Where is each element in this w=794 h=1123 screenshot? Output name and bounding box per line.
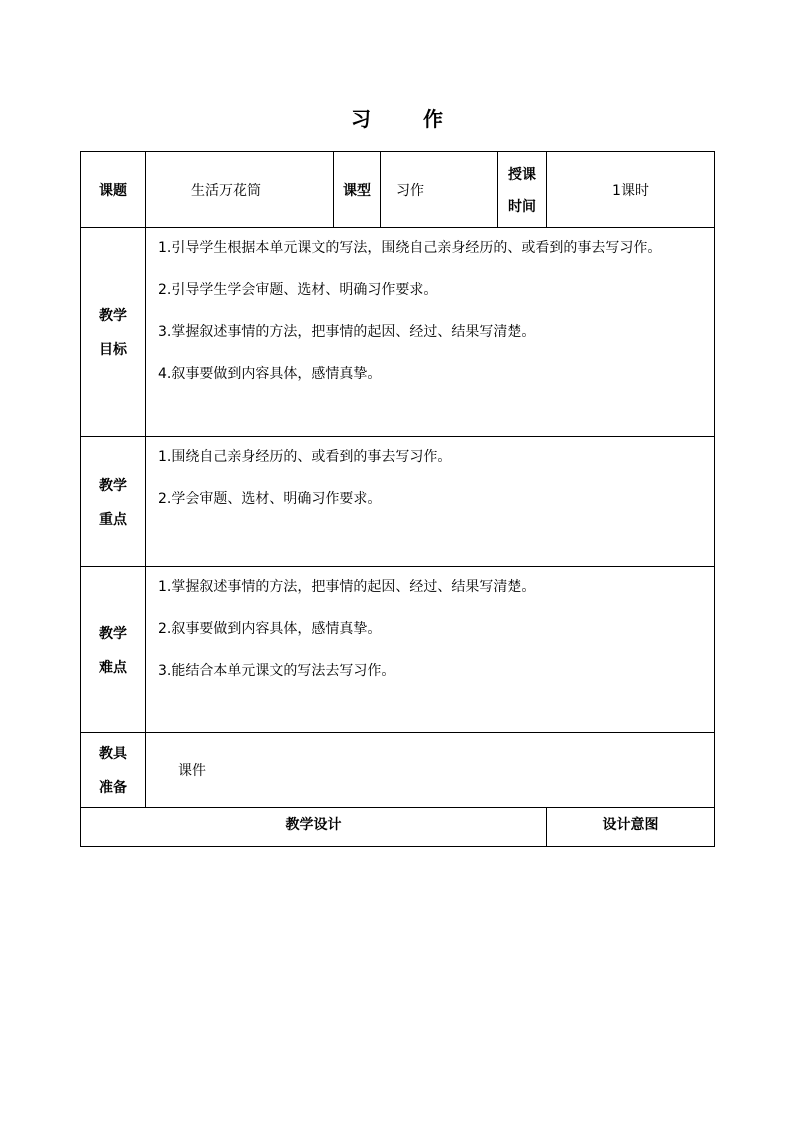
goals-content: [146, 228, 715, 437]
topic-value: 生活万花筒: [146, 152, 334, 228]
intent-label: 设计意图: [547, 808, 715, 847]
title-char-2: 作: [423, 107, 443, 131]
goals-row: [81, 228, 715, 437]
difficulties-label-line1: 教学: [99, 625, 127, 642]
type-value: 习作: [381, 152, 498, 228]
key-points-label: [81, 437, 146, 567]
lesson-plan-table: [80, 151, 715, 847]
title-char-1: 习: [351, 107, 371, 131]
goal-item: 1.引导学生根据本单元课文的写法，围绕自己亲身经历的、或看到的事去写习作。: [158, 240, 662, 256]
goals-label: [81, 228, 146, 437]
key-points-row: [81, 437, 715, 567]
time-label-line2: 时间: [508, 198, 536, 215]
goals-label-line1: 教学: [99, 308, 127, 324]
tools-label: [81, 733, 146, 808]
time-label: [498, 152, 547, 228]
page-title: [0, 103, 794, 132]
difficulties-content: [146, 567, 715, 733]
tools-value: 课件: [146, 733, 715, 808]
time-label-line1: 授课: [508, 166, 536, 183]
difficulty-item: 3.能结合本单元课文的写法去写习作。: [158, 663, 396, 679]
difficulties-label: [81, 567, 146, 733]
time-value: 1课时: [547, 152, 715, 228]
key-points-label-line2: 重点: [99, 511, 127, 528]
goals-label-line2: 目标: [99, 342, 127, 358]
difficulties-row: [81, 567, 715, 733]
key-points-label-line1: 教学: [99, 477, 127, 494]
footer-row: [81, 808, 715, 847]
tools-label-line1: 教具: [99, 746, 127, 762]
tools-label-line2: 准备: [99, 780, 127, 796]
difficulties-label-line2: 难点: [99, 659, 127, 676]
key-point-item: 2.学会审题、选材、明确习作要求。: [158, 491, 382, 507]
key-point-item: 1.围绕自己亲身经历的、或看到的事去写习作。: [158, 449, 452, 465]
goal-item: 2.引导学生学会审题、选材、明确习作要求。: [158, 282, 438, 298]
header-row: [81, 152, 715, 228]
design-label: 教学设计: [81, 808, 547, 847]
key-points-content: [146, 437, 715, 567]
tools-row: [81, 733, 715, 808]
difficulty-item: 2.叙事要做到内容具体，感情真挚。: [158, 621, 382, 637]
goal-item: 4.叙事要做到内容具体，感情真挚。: [158, 366, 382, 382]
topic-label: 课题: [81, 152, 146, 228]
type-label: 课型: [334, 152, 381, 228]
difficulty-item: 1.掌握叙述事情的方法，把事情的起因、经过、结果写清楚。: [158, 579, 536, 595]
goal-item: 3.掌握叙述事情的方法，把事情的起因、经过、结果写清楚。: [158, 324, 536, 340]
